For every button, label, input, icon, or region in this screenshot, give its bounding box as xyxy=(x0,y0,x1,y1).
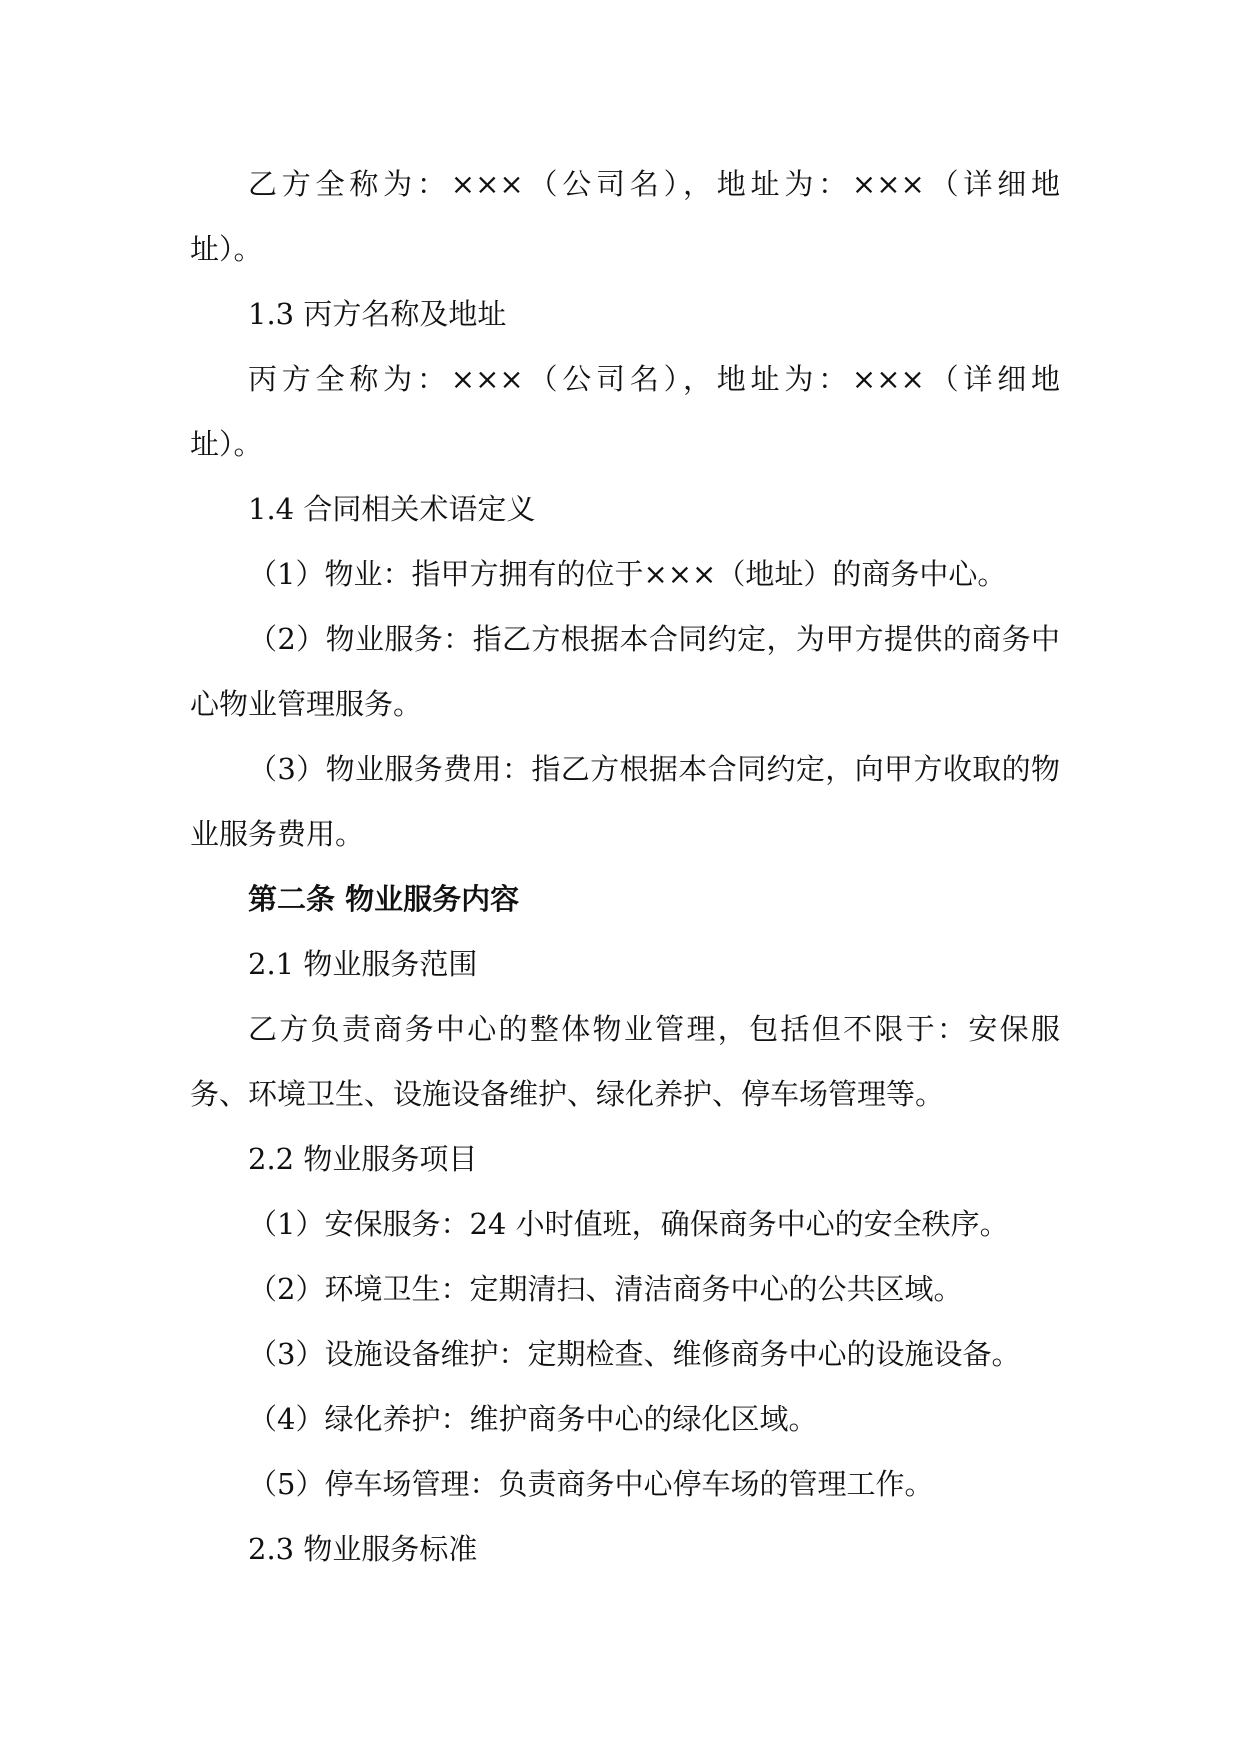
service-item-parking: （5）停车场管理：负责商务中心停车场的管理工作。 xyxy=(248,1467,934,1501)
party-b-name-line: 乙方全称为：×××（公司名），地址为：×××（详细地 xyxy=(248,167,1060,201)
service-item-security: （1）安保服务：24 小时值班，确保商务中心的安全秩序。 xyxy=(248,1207,1009,1241)
definition-service-fee-continuation: 业服务费用。 xyxy=(190,817,365,851)
definition-service-fee: （3）物业服务费用：指乙方根据本合同约定，向甲方收取的物 xyxy=(248,752,1060,786)
service-item-cleaning: （2）环境卫生：定期清扫、清洁商务中心的公共区域。 xyxy=(248,1272,963,1306)
service-item-maintenance: （3）设施设备维护：定期检查、维修商务中心的设施设备。 xyxy=(248,1337,1021,1371)
party-c-name-line: 丙方全称为：×××（公司名），地址为：×××（详细地 xyxy=(248,362,1060,396)
article-two-heading: 第二条 物业服务内容 xyxy=(248,882,520,916)
service-scope-line: 乙方负责商务中心的整体物业管理，包括但不限于：安保服 xyxy=(248,1012,1060,1046)
service-scope-continuation: 务、环境卫生、设施设备维护、绿化养护、停车场管理等。 xyxy=(190,1077,945,1111)
section-heading-2-3: 2.3 物业服务标准 xyxy=(248,1532,478,1566)
section-heading-1-3: 1.3 丙方名称及地址 xyxy=(248,297,507,331)
section-heading-1-4: 1.4 合同相关术语定义 xyxy=(248,492,536,526)
party-b-address-continuation: 址）。 xyxy=(190,232,263,266)
document-body xyxy=(190,152,1060,1582)
section-heading-2-1: 2.1 物业服务范围 xyxy=(248,947,478,981)
section-heading-2-2: 2.2 物业服务项目 xyxy=(248,1142,478,1176)
service-item-landscaping: （4）绿化养护：维护商务中心的绿化区域。 xyxy=(248,1402,818,1436)
party-c-address-continuation: 址）。 xyxy=(190,427,263,461)
definition-property-service-continuation: 心物业管理服务。 xyxy=(190,687,423,721)
definition-property-service: （2）物业服务：指乙方根据本合同约定，为甲方提供的商务中 xyxy=(248,622,1060,656)
definition-property: （1）物业：指甲方拥有的位于×××（地址）的商务中心。 xyxy=(248,557,1007,591)
